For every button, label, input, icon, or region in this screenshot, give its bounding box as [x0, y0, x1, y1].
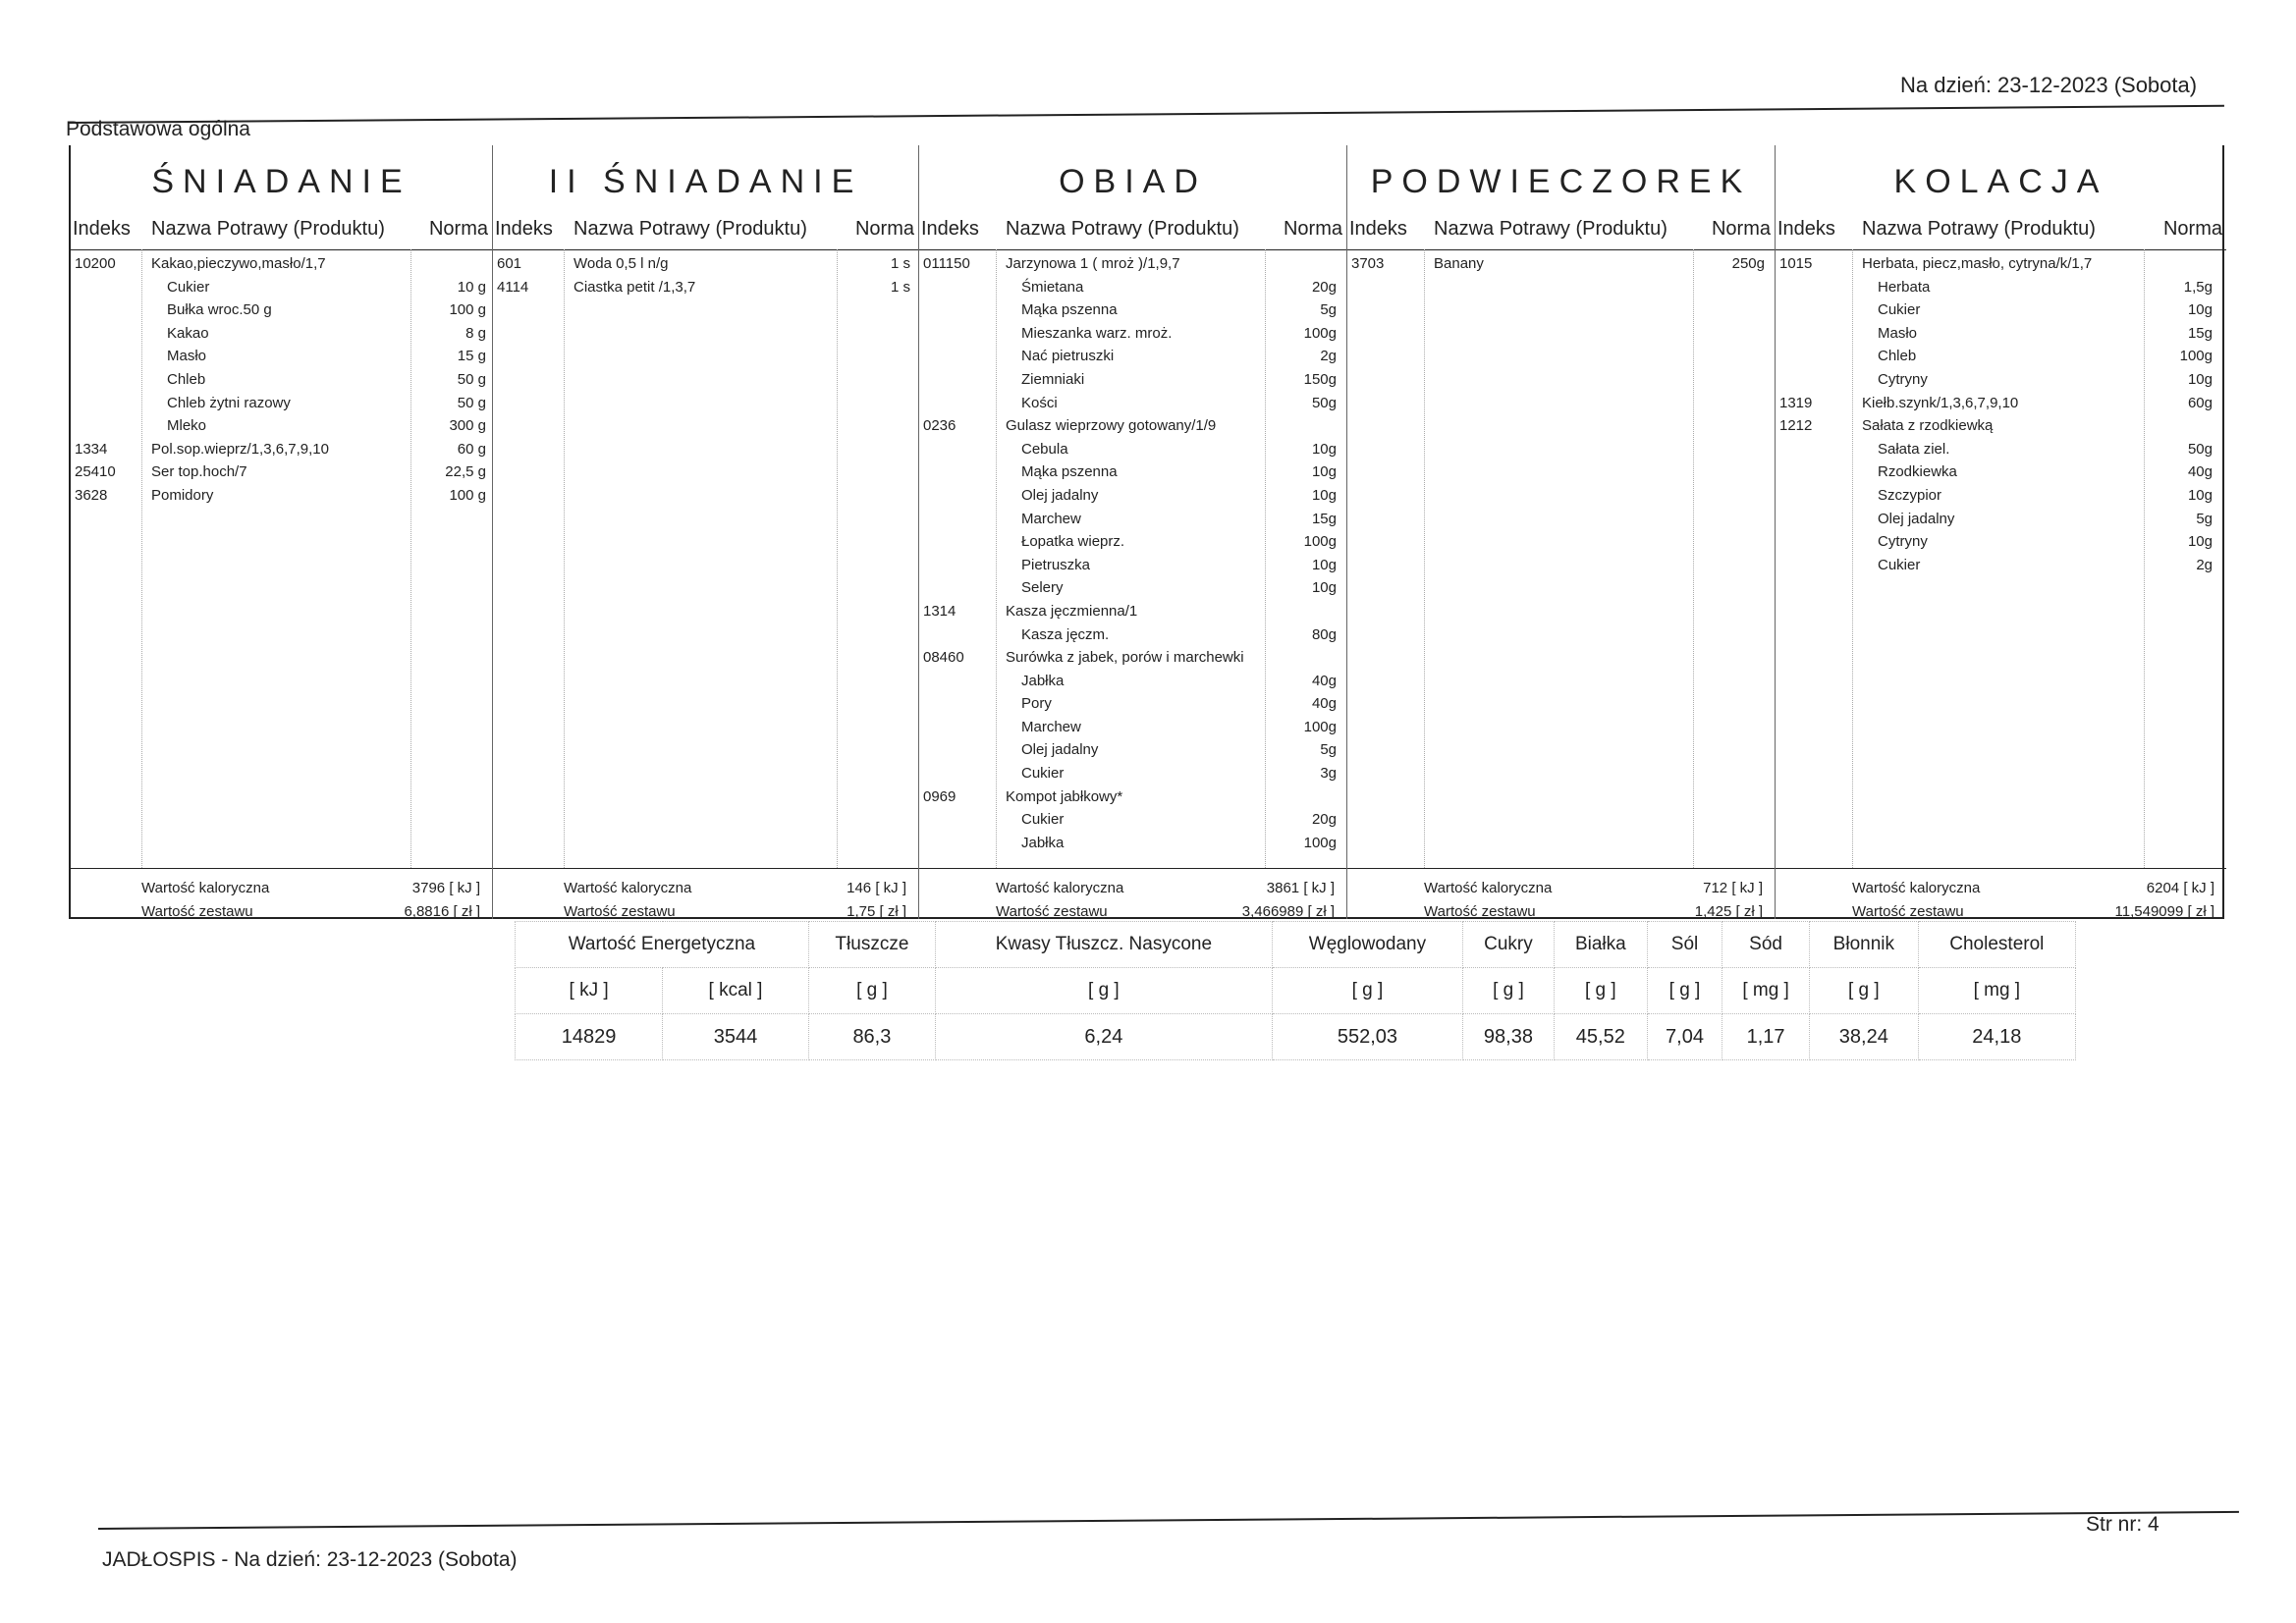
- meal-title: II ŚNIADANIE: [548, 163, 863, 200]
- nutrition-unit: [ mg ]: [1918, 968, 2075, 1014]
- row-name: Woda 0,5 l n/g: [574, 255, 669, 272]
- row-name: Ser top.hoch/7: [151, 463, 247, 481]
- table-row: [71, 371, 492, 395]
- cost-label: Wartość zestawu: [1852, 903, 1964, 920]
- energy-value: 146 [ kJ ]: [847, 880, 906, 896]
- nutrition-unit: [ g ]: [1810, 968, 1919, 1014]
- row-name: Olej jadalny: [1878, 510, 1955, 527]
- row-norm: 60 g: [457, 440, 486, 458]
- row-norm: 10g: [1311, 486, 1337, 504]
- row-name: Pory: [1021, 695, 1052, 713]
- header-index: Indeks: [1349, 218, 1407, 240]
- meal-rows: [493, 255, 918, 301]
- nutrition-header: Białka: [1554, 922, 1647, 968]
- row-norm: 2g: [1320, 348, 1337, 365]
- row-norm: 20g: [1311, 278, 1337, 296]
- table-row: [919, 395, 1346, 418]
- header-norm: Norma: [1283, 218, 1342, 240]
- row-name: Jabłka: [1021, 672, 1065, 689]
- meal-rows: [71, 255, 492, 511]
- row-norm: 250g: [1731, 255, 1765, 272]
- row-norm: 1,5g: [2183, 278, 2213, 296]
- page-number: Str nr: 4: [2086, 1513, 2159, 1536]
- energy-value: 3796 [ kJ ]: [411, 880, 480, 896]
- row-norm: 15 g: [457, 348, 486, 365]
- row-index: 1015: [1779, 255, 1813, 272]
- row-norm: 40g: [1311, 672, 1337, 689]
- table-row: [1776, 557, 2226, 580]
- header-index: Indeks: [495, 218, 553, 240]
- column-separator: [564, 249, 565, 868]
- row-name: Kompot jabłkowy*: [1006, 787, 1123, 805]
- row-name: Cukier: [1878, 556, 1921, 573]
- row-norm: 50 g: [457, 394, 486, 411]
- table-row: [1776, 255, 2226, 279]
- table-row: [71, 441, 492, 464]
- row-name: Ciastka petit /1,3,7: [574, 278, 696, 296]
- summary-divider: [71, 868, 492, 869]
- row-norm: 60g: [2187, 394, 2213, 411]
- table-row: [919, 579, 1346, 603]
- row-index: 601: [497, 255, 522, 272]
- table-row: [919, 301, 1346, 325]
- row-name: Śmietana: [1021, 278, 1084, 296]
- row-name: Cukier: [1878, 301, 1921, 319]
- table-row: [919, 511, 1346, 534]
- row-norm: 5g: [1320, 301, 1337, 319]
- row-name: Masło: [167, 348, 207, 365]
- row-norm: 1 s: [890, 278, 910, 296]
- table-row: [919, 603, 1346, 626]
- row-norm: 10g: [1311, 440, 1337, 458]
- table-row: [1347, 255, 1775, 279]
- row-norm: 15g: [2187, 324, 2213, 342]
- table-row: [919, 695, 1346, 719]
- meal-rows: [919, 255, 1346, 857]
- row-index: 1314: [923, 602, 957, 620]
- footer-divider: [98, 1511, 2239, 1530]
- nutrition-value: 86,3: [808, 1014, 935, 1060]
- row-name: Cytryny: [1878, 533, 1928, 551]
- table-row: [1776, 301, 2226, 325]
- table-row: [71, 279, 492, 302]
- table-row: [919, 811, 1346, 835]
- row-norm: 100 g: [449, 486, 486, 504]
- summary-divider: [1347, 868, 1775, 869]
- row-name: Bułka wroc.50 g: [167, 301, 272, 319]
- row-name: Cukier: [167, 278, 210, 296]
- row-norm: 40g: [1311, 695, 1337, 713]
- energy-label: Wartość kaloryczna: [996, 880, 1124, 896]
- table-row: [71, 301, 492, 325]
- row-norm: 100g: [1303, 324, 1337, 342]
- header-divider: [919, 249, 1346, 250]
- table-row: [71, 463, 492, 487]
- row-norm: 80g: [1311, 625, 1337, 643]
- row-norm: 10g: [2187, 370, 2213, 388]
- energy-value: 6204 [ kJ ]: [2146, 880, 2214, 896]
- table-row: [493, 255, 918, 279]
- row-index: 25410: [75, 463, 116, 481]
- row-name: Marchew: [1021, 718, 1081, 735]
- energy-label: Wartość kaloryczna: [141, 880, 270, 896]
- summary-divider: [919, 868, 1346, 869]
- table-row: [919, 649, 1346, 673]
- row-norm: 10g: [1311, 579, 1337, 597]
- row-index: 1212: [1779, 417, 1813, 435]
- row-norm: 300 g: [449, 417, 486, 435]
- row-name: Sałata z rzodkiewką: [1862, 417, 1994, 435]
- row-norm: 2g: [2196, 556, 2213, 573]
- header-index: Indeks: [73, 218, 131, 240]
- table-row: [71, 348, 492, 371]
- row-name: Mąka pszenna: [1021, 301, 1118, 319]
- row-index: 1334: [75, 440, 108, 458]
- table-row: [1776, 417, 2226, 441]
- row-name: Pomidory: [151, 486, 214, 504]
- nutrition-header-row: [516, 922, 2076, 968]
- energy-label: Wartość kaloryczna: [1852, 880, 1981, 896]
- row-norm: 100g: [1303, 834, 1337, 851]
- nutrition-header: Sól: [1647, 922, 1722, 968]
- nutrition-value: 7,04: [1647, 1014, 1722, 1060]
- row-name: Selery: [1021, 579, 1064, 597]
- header-index: Indeks: [1777, 218, 1835, 240]
- row-index: 0236: [923, 417, 957, 435]
- table-row: [1776, 325, 2226, 349]
- table-row: [71, 417, 492, 441]
- table-row: [919, 487, 1346, 511]
- nutrition-value-row: [516, 1014, 2076, 1060]
- nutrition-header: Kwasy Tłuszcz. Nasycone: [936, 922, 1273, 968]
- nutrition-value: 24,18: [1918, 1014, 2075, 1060]
- row-index: 08460: [923, 649, 964, 667]
- nutrition-header: Wartość Energetyczna: [516, 922, 809, 968]
- meal-title: PODWIECZOREK: [1370, 163, 1752, 200]
- meal-title: OBIAD: [1059, 163, 1207, 200]
- row-norm: 5g: [2196, 510, 2213, 527]
- row-norm: 50g: [1311, 394, 1337, 411]
- nutrition-value: 1,17: [1722, 1014, 1810, 1060]
- row-name: Mąka pszenna: [1021, 463, 1118, 481]
- nutrition-value: 3544: [663, 1014, 809, 1060]
- header-name: Nazwa Potrawy (Produktu): [151, 218, 385, 240]
- nutrition-unit: [ g ]: [1647, 968, 1722, 1014]
- nutrition-value: 38,24: [1810, 1014, 1919, 1060]
- cost-value: 1,75 [ zł ]: [847, 903, 906, 920]
- cost-value: 3,466989 [ zł ]: [1241, 903, 1335, 920]
- header-name: Nazwa Potrawy (Produktu): [1434, 218, 1667, 240]
- meal-column: [1347, 145, 1776, 919]
- meal-rows: [1347, 255, 1775, 279]
- nutrition-unit: [ kJ ]: [516, 968, 663, 1014]
- header-divider: [1347, 249, 1775, 250]
- energy-value: 712 [ kJ ]: [1703, 880, 1763, 896]
- row-name: Mleko: [167, 417, 207, 435]
- table-row: [919, 348, 1346, 371]
- meal-title: ŚNIADANIE: [151, 163, 411, 200]
- table-row: [919, 765, 1346, 788]
- nutrition-unit: [ g ]: [1554, 968, 1647, 1014]
- meal-title: KOLACJA: [1893, 163, 2108, 200]
- row-name: Gulasz wieprzowy gotowany/1/9: [1006, 417, 1217, 435]
- table-row: [919, 835, 1346, 858]
- nutrition-header: Węglowodany: [1272, 922, 1462, 968]
- row-norm: 50g: [2187, 440, 2213, 458]
- table-row: [1776, 511, 2226, 534]
- row-name: Łopatka wieprz.: [1021, 533, 1125, 551]
- row-norm: 22,5 g: [445, 463, 486, 481]
- row-norm: 10g: [1311, 556, 1337, 573]
- energy-label: Wartość kaloryczna: [564, 880, 692, 896]
- header-norm: Norma: [854, 218, 914, 240]
- row-norm: 10g: [2187, 533, 2213, 551]
- header-norm: Norma: [428, 218, 488, 240]
- nutrition-unit: [ g ]: [936, 968, 1273, 1014]
- nutrition-header: Cukry: [1463, 922, 1555, 968]
- row-norm: 5g: [1320, 741, 1337, 759]
- energy-value: 3861 [ kJ ]: [1266, 880, 1335, 896]
- meal-column: [919, 145, 1347, 919]
- cost-label: Wartość zestawu: [141, 903, 253, 920]
- row-name: Masło: [1878, 324, 1918, 342]
- row-name: Szczypior: [1878, 486, 1942, 504]
- table-row: [919, 788, 1346, 812]
- cost-label: Wartość zestawu: [564, 903, 676, 920]
- row-index: 10200: [75, 255, 116, 272]
- table-row: [493, 279, 918, 302]
- nutrition-unit-row: [516, 968, 2076, 1014]
- nutrition-header: Tłuszcze: [808, 922, 935, 968]
- row-norm: 10g: [2187, 486, 2213, 504]
- table-row: [919, 441, 1346, 464]
- table-row: [919, 719, 1346, 742]
- nutrition-unit: [ g ]: [808, 968, 935, 1014]
- header-name: Nazwa Potrawy (Produktu): [574, 218, 807, 240]
- row-norm: 8 g: [465, 324, 486, 342]
- row-name: Mieszanka warz. mroż.: [1021, 324, 1173, 342]
- row-name: Jarzynowa 1 ( mroż )/1,9,7: [1006, 255, 1180, 272]
- nutrition-unit: [ g ]: [1463, 968, 1555, 1014]
- table-row: [919, 417, 1346, 441]
- row-norm: 100g: [2179, 348, 2213, 365]
- header-index: Indeks: [921, 218, 979, 240]
- row-name: Jabłka: [1021, 834, 1065, 851]
- row-name: Pietruszka: [1021, 556, 1091, 573]
- cost-label: Wartość zestawu: [1424, 903, 1536, 920]
- nutrition-table: [515, 921, 2076, 1060]
- row-name: Cytryny: [1878, 370, 1928, 388]
- row-name: Rzodkiewka: [1878, 463, 1957, 481]
- row-norm: 10 g: [457, 278, 486, 296]
- row-name: Chleb żytni razowy: [167, 394, 291, 411]
- row-norm: 20g: [1311, 811, 1337, 829]
- table-row: [1776, 279, 2226, 302]
- table-row: [71, 487, 492, 511]
- table-row: [919, 557, 1346, 580]
- row-name: Nać pietruszki: [1021, 348, 1115, 365]
- footer-title: JADŁOSPIS - Na dzień: 23-12-2023 (Sobota): [102, 1548, 518, 1571]
- meal-column: [71, 145, 493, 919]
- table-row: [919, 741, 1346, 765]
- table-row: [919, 371, 1346, 395]
- diet-name: Podstawowa ogólna: [66, 118, 250, 140]
- row-name: Banany: [1434, 255, 1484, 272]
- row-name: Kasza jęczmienna/1: [1006, 602, 1138, 620]
- row-name: Kiełb.szynk/1,3,6,7,9,10: [1862, 394, 2019, 411]
- row-index: 011150: [923, 255, 970, 272]
- meal-column: [493, 145, 919, 919]
- row-name: Marchew: [1021, 510, 1081, 527]
- row-norm: 100g: [1303, 718, 1337, 735]
- nutrition-header: Sód: [1722, 922, 1810, 968]
- cost-value: 6,8816 [ zł ]: [404, 903, 480, 920]
- header-divider: [71, 249, 492, 250]
- table-row: [919, 255, 1346, 279]
- meal-column: [1776, 145, 2226, 919]
- menu-table: [69, 145, 2224, 919]
- row-norm: 3g: [1320, 765, 1337, 783]
- table-row: [71, 325, 492, 349]
- row-name: Cukier: [1021, 765, 1065, 783]
- table-row: [919, 673, 1346, 696]
- row-index: 0969: [923, 787, 957, 805]
- row-norm: 1 s: [890, 255, 910, 272]
- header-divider: [1776, 249, 2226, 250]
- nutrition-value: 6,24: [936, 1014, 1273, 1060]
- row-index: 3628: [75, 486, 108, 504]
- row-norm: 10g: [2187, 301, 2213, 319]
- nutrition-value: 98,38: [1463, 1014, 1555, 1060]
- cost-label: Wartość zestawu: [996, 903, 1108, 920]
- table-row: [919, 325, 1346, 349]
- summary-divider: [493, 868, 918, 869]
- table-row: [1776, 348, 2226, 371]
- row-name: Chleb: [1878, 348, 1917, 365]
- meal-rows: [1776, 255, 2226, 579]
- nutrition-unit: [ g ]: [1272, 968, 1462, 1014]
- table-row: [1776, 395, 2226, 418]
- header-divider: [493, 249, 918, 250]
- table-row: [919, 533, 1346, 557]
- date-label: Na dzień: 23-12-2023 (Sobota): [1900, 73, 2198, 97]
- row-norm: 50 g: [457, 370, 486, 388]
- row-norm: 40g: [2187, 463, 2213, 481]
- column-separator: [1424, 249, 1425, 868]
- column-separator: [837, 249, 838, 868]
- table-row: [1776, 533, 2226, 557]
- header-name: Nazwa Potrawy (Produktu): [1862, 218, 2096, 240]
- table-row: [919, 279, 1346, 302]
- row-index: 1319: [1779, 394, 1813, 411]
- row-name: Herbata, piecz,masło, cytryna/k/1,7: [1862, 255, 2093, 272]
- row-name: Pol.sop.wieprz/1,3,6,7,9,10: [151, 440, 329, 458]
- row-norm: 10g: [1311, 463, 1337, 481]
- row-name: Cebula: [1021, 440, 1068, 458]
- cost-value: 11,549099 [ zł ]: [2114, 903, 2214, 920]
- row-norm: 150g: [1303, 370, 1337, 388]
- row-name: Sałata ziel.: [1878, 440, 1950, 458]
- row-name: Olej jadalny: [1021, 486, 1099, 504]
- row-norm: 100g: [1303, 533, 1337, 551]
- top-border: [69, 105, 2224, 124]
- table-row: [1776, 487, 2226, 511]
- row-name: Kakao: [167, 324, 209, 342]
- table-row: [1776, 371, 2226, 395]
- table-row: [1776, 441, 2226, 464]
- nutrition-value: 552,03: [1272, 1014, 1462, 1060]
- nutrition-header: Cholesterol: [1918, 922, 2075, 968]
- header-name: Nazwa Potrawy (Produktu): [1006, 218, 1239, 240]
- row-name: Ziemniaki: [1021, 370, 1085, 388]
- row-name: Kasza jęczm.: [1021, 625, 1110, 643]
- summary-divider: [1776, 868, 2226, 869]
- header-norm: Norma: [2162, 218, 2222, 240]
- energy-label: Wartość kaloryczna: [1424, 880, 1553, 896]
- table-row: [919, 463, 1346, 487]
- row-name: Herbata: [1878, 278, 1931, 296]
- row-norm: 15g: [1311, 510, 1337, 527]
- nutrition-header: Błonnik: [1810, 922, 1919, 968]
- row-index: 3703: [1351, 255, 1385, 272]
- nutrition-unit: [ kcal ]: [663, 968, 809, 1014]
- table-row: [1776, 463, 2226, 487]
- table-row: [71, 255, 492, 279]
- row-name: Cukier: [1021, 811, 1065, 829]
- header-norm: Norma: [1711, 218, 1771, 240]
- table-row: [919, 626, 1346, 650]
- row-index: 4114: [497, 278, 529, 296]
- nutrition-value: 45,52: [1554, 1014, 1647, 1060]
- nutrition-value: 14829: [516, 1014, 663, 1060]
- table-row: [71, 395, 492, 418]
- column-separator: [1693, 249, 1694, 868]
- row-name: Kości: [1021, 394, 1058, 411]
- row-name: Kakao,pieczywo,masło/1,7: [151, 255, 326, 272]
- cost-value: 1,425 [ zł ]: [1694, 903, 1763, 920]
- row-name: Surówka z jabek, porów i marchewki: [1006, 649, 1244, 667]
- row-name: Chleb: [167, 370, 206, 388]
- row-norm: 100 g: [449, 301, 486, 319]
- nutrition-unit: [ mg ]: [1722, 968, 1810, 1014]
- row-name: Olej jadalny: [1021, 741, 1099, 759]
